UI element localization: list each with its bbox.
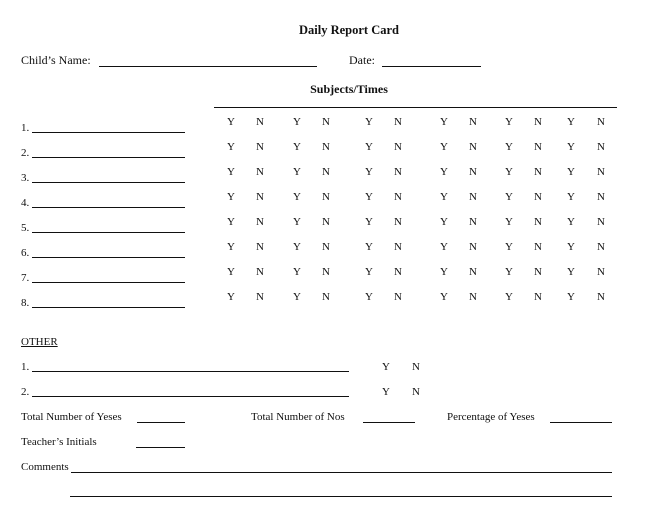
yes-option[interactable]: Y	[505, 116, 513, 128]
yes-option[interactable]: Y	[365, 191, 373, 203]
no-option[interactable]: N	[469, 141, 477, 153]
other-item-field[interactable]	[32, 371, 349, 372]
no-option[interactable]: N	[597, 266, 605, 278]
no-option[interactable]: N	[256, 141, 264, 153]
yes-option[interactable]: Y	[365, 241, 373, 253]
no-option[interactable]: N	[534, 291, 542, 303]
subject-row-number: 1.	[21, 122, 30, 134]
no-option[interactable]: N	[394, 141, 402, 153]
yes-option[interactable]: Y	[293, 266, 301, 278]
yes-option[interactable]: Y	[440, 166, 448, 178]
yes-option[interactable]: Y	[365, 291, 373, 303]
no-option[interactable]: N	[469, 291, 477, 303]
teacher-initials-label: Teacher’s Initials	[21, 436, 97, 448]
no-option[interactable]: N	[412, 361, 420, 373]
yes-option[interactable]: Y	[293, 216, 301, 228]
yes-option[interactable]: Y	[293, 141, 301, 153]
no-option[interactable]: N	[394, 266, 402, 278]
no-option[interactable]: N	[322, 191, 330, 203]
total-nos-field[interactable]	[363, 422, 415, 423]
yes-option[interactable]: Y	[227, 241, 235, 253]
other-item-field[interactable]	[32, 396, 349, 397]
subject-name-field[interactable]	[32, 157, 185, 158]
yes-option[interactable]: Y	[567, 266, 575, 278]
no-option[interactable]: N	[256, 266, 264, 278]
yes-option[interactable]: Y	[440, 291, 448, 303]
other-row-number: 2.	[21, 386, 30, 398]
date-label: Date:	[349, 53, 375, 67]
subject-row-number: 4.	[21, 197, 30, 209]
no-option[interactable]: N	[469, 116, 477, 128]
yes-option[interactable]: Y	[567, 166, 575, 178]
no-option[interactable]: N	[469, 241, 477, 253]
no-option[interactable]: N	[256, 166, 264, 178]
yes-option[interactable]: Y	[505, 266, 513, 278]
yes-option[interactable]: Y	[227, 141, 235, 153]
subject-name-field[interactable]	[32, 182, 185, 183]
yes-option[interactable]: Y	[567, 291, 575, 303]
other-heading: OTHER	[21, 336, 58, 348]
no-option[interactable]: N	[394, 191, 402, 203]
child-name-field[interactable]	[99, 66, 317, 67]
yes-option[interactable]: Y	[440, 191, 448, 203]
subject-row-number: 5.	[21, 222, 30, 234]
no-option[interactable]: N	[256, 291, 264, 303]
no-option[interactable]: N	[412, 386, 420, 398]
child-name-label: Child’s Name:	[21, 53, 91, 67]
no-option[interactable]: N	[534, 191, 542, 203]
yes-option[interactable]: Y	[293, 116, 301, 128]
yes-option[interactable]: Y	[365, 166, 373, 178]
yes-option[interactable]: Y	[505, 291, 513, 303]
no-option[interactable]: N	[597, 291, 605, 303]
comments-label: Comments	[21, 461, 69, 473]
subject-row-number: 2.	[21, 147, 30, 159]
no-option[interactable]: N	[469, 266, 477, 278]
no-option[interactable]: N	[256, 116, 264, 128]
no-option[interactable]: N	[534, 241, 542, 253]
no-option[interactable]: N	[322, 141, 330, 153]
no-option[interactable]: N	[534, 166, 542, 178]
subject-row-number: 8.	[21, 297, 30, 309]
no-option[interactable]: N	[597, 141, 605, 153]
subject-row-number: 7.	[21, 272, 30, 284]
yes-option[interactable]: Y	[505, 191, 513, 203]
no-option[interactable]: N	[394, 216, 402, 228]
no-option[interactable]: N	[394, 291, 402, 303]
yes-option[interactable]: Y	[567, 141, 575, 153]
yes-option[interactable]: Y	[293, 166, 301, 178]
yes-option[interactable]: Y	[567, 116, 575, 128]
subject-name-field[interactable]	[32, 257, 185, 258]
subject-name-field[interactable]	[32, 282, 185, 283]
yes-option[interactable]: Y	[382, 386, 390, 398]
no-option[interactable]: N	[322, 116, 330, 128]
no-option[interactable]: N	[597, 216, 605, 228]
yes-option[interactable]: Y	[567, 216, 575, 228]
subject-name-field[interactable]	[32, 207, 185, 208]
yes-option[interactable]: Y	[227, 166, 235, 178]
no-option[interactable]: N	[322, 241, 330, 253]
no-option[interactable]: N	[256, 241, 264, 253]
date-field[interactable]	[382, 66, 481, 67]
no-option[interactable]: N	[534, 116, 542, 128]
yes-option[interactable]: Y	[382, 361, 390, 373]
yes-option[interactable]: Y	[293, 241, 301, 253]
subjects-title: Subjects/Times	[310, 82, 388, 96]
no-option[interactable]: N	[534, 216, 542, 228]
yes-option[interactable]: Y	[567, 241, 575, 253]
yes-option[interactable]: Y	[365, 116, 373, 128]
no-option[interactable]: N	[394, 116, 402, 128]
yes-option[interactable]: Y	[440, 141, 448, 153]
yes-option[interactable]: Y	[505, 166, 513, 178]
yes-option[interactable]: Y	[567, 191, 575, 203]
subject-name-field[interactable]	[32, 232, 185, 233]
no-option[interactable]: N	[322, 166, 330, 178]
yes-option[interactable]: Y	[440, 116, 448, 128]
yes-option[interactable]: Y	[505, 216, 513, 228]
no-option[interactable]: N	[469, 216, 477, 228]
yes-option[interactable]: Y	[505, 241, 513, 253]
yes-option[interactable]: Y	[365, 266, 373, 278]
no-option[interactable]: N	[534, 266, 542, 278]
no-option[interactable]: N	[256, 216, 264, 228]
no-option[interactable]: N	[322, 216, 330, 228]
no-option[interactable]: N	[322, 266, 330, 278]
no-option[interactable]: N	[597, 241, 605, 253]
yes-option[interactable]: Y	[365, 216, 373, 228]
no-option[interactable]: N	[322, 291, 330, 303]
no-option[interactable]: N	[394, 241, 402, 253]
subject-row-number: 6.	[21, 247, 30, 259]
yes-option[interactable]: Y	[227, 191, 235, 203]
yes-option[interactable]: Y	[293, 291, 301, 303]
yes-option[interactable]: Y	[227, 216, 235, 228]
yes-option[interactable]: Y	[440, 216, 448, 228]
yes-option[interactable]: Y	[440, 266, 448, 278]
percentage-yeses-label: Percentage of Yeses	[447, 411, 535, 423]
yes-option[interactable]: Y	[227, 266, 235, 278]
no-option[interactable]: N	[534, 141, 542, 153]
comments-field-line-1[interactable]	[71, 472, 612, 473]
page-title: Daily Report Card	[299, 23, 399, 37]
percentage-yeses-field[interactable]	[550, 422, 612, 423]
yes-option[interactable]: Y	[505, 141, 513, 153]
no-option[interactable]: N	[394, 166, 402, 178]
no-option[interactable]: N	[597, 191, 605, 203]
subject-name-field[interactable]	[32, 132, 185, 133]
other-row-number: 1.	[21, 361, 30, 373]
total-nos-label: Total Number of Nos	[251, 411, 345, 423]
total-yeses-label: Total Number of Yeses	[21, 411, 122, 423]
comments-field-line-2[interactable]	[70, 496, 612, 497]
yes-option[interactable]: Y	[365, 141, 373, 153]
total-yeses-field[interactable]	[137, 422, 185, 423]
yes-option[interactable]: Y	[227, 291, 235, 303]
no-option[interactable]: N	[469, 166, 477, 178]
subjects-divider	[214, 107, 617, 108]
no-option[interactable]: N	[256, 191, 264, 203]
no-option[interactable]: N	[597, 166, 605, 178]
teacher-initials-field[interactable]	[136, 447, 185, 448]
subject-row-number: 3.	[21, 172, 30, 184]
no-option[interactable]: N	[469, 191, 477, 203]
no-option[interactable]: N	[597, 116, 605, 128]
yes-option[interactable]: Y	[293, 191, 301, 203]
yes-option[interactable]: Y	[440, 241, 448, 253]
yes-option[interactable]: Y	[227, 116, 235, 128]
subject-name-field[interactable]	[32, 307, 185, 308]
